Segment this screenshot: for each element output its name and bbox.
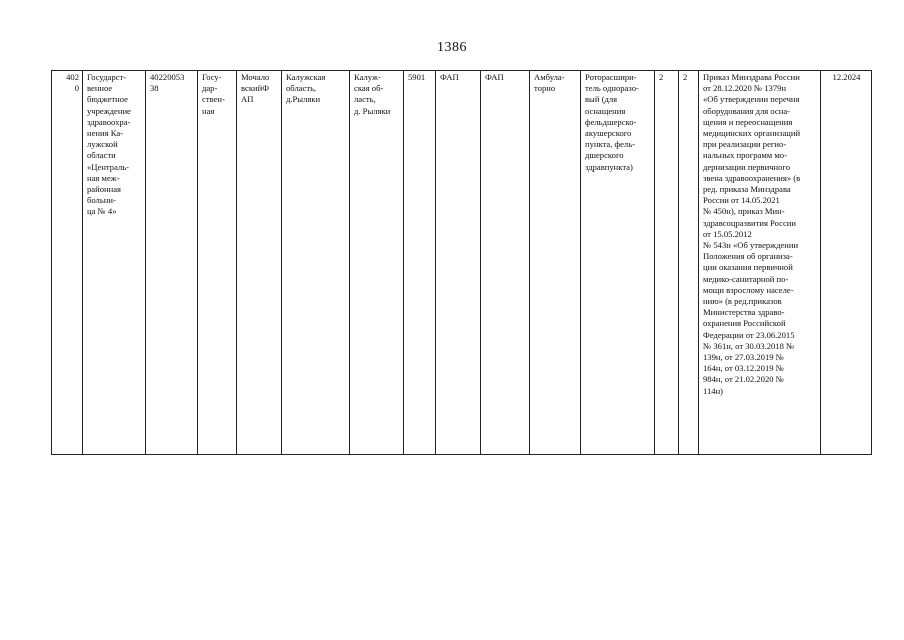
cell-quantity-required: 2: [655, 71, 679, 455]
cell-deadline: 12.2024: [821, 71, 872, 455]
cell-unit-type: ФАП: [436, 71, 481, 455]
page-number: 1386: [437, 40, 467, 55]
cell-care-condition: Амбула- торно: [530, 71, 581, 455]
cell-institution: Государст- венное бюджетное учреждение здравоохра- нения Ка- лужской области «Централь- ная меж- районная больни- ца № 4»: [83, 71, 146, 455]
cell-inn: 40220053 38: [146, 71, 198, 455]
cell-ownership: Госу- дар- ствен- ная: [198, 71, 237, 455]
cell-address: Калужская область, д.Рыляки: [282, 71, 350, 455]
cell-row-number: 402 0: [52, 71, 83, 455]
cell-location: Калуж- ская об- ласть, д. Рыляки: [350, 71, 404, 455]
cell-regulation: Приказ Минздрава России от 28.12.2020 № 1379н «Об утверждении перечня оборудования для осна- щения и переоснащения медицинских организаций при реализации регио- нальных программ мо- дернизации первичного звена здравоохранения» (в ред. приказа Минздрава России от 14.05.2021 № 450н), приказ Мин- здравсоцразвития России от 15.05.2012 № 543н «Об утверждении Положения об организа- ции оказания первичной медико-санитарной по- мощи взрослому населе- нию» (в ред.приказов Министерства здраво- охранения Российской Федерации от 23.06.2015 № 361н, от 30.03.2018 № 139н, от 27.03.2019 № 164н, от 03.12.2019 № 984н, от 21.02.2020 № 114н): [699, 71, 821, 455]
cell-code: 5901: [404, 71, 436, 455]
cell-unit-profile: ФАП: [481, 71, 530, 455]
cell-quantity-planned: 2: [679, 71, 699, 455]
equipment-table: [51, 70, 872, 455]
table-row: [52, 71, 872, 455]
cell-subdivision: Мочало вскийФ АП: [237, 71, 282, 455]
cell-equipment: Роторасшири- тель одноразо- вый (для оснащения фельдшерско- акушерского пункта, фель- дшерского здравпункта): [581, 71, 655, 455]
